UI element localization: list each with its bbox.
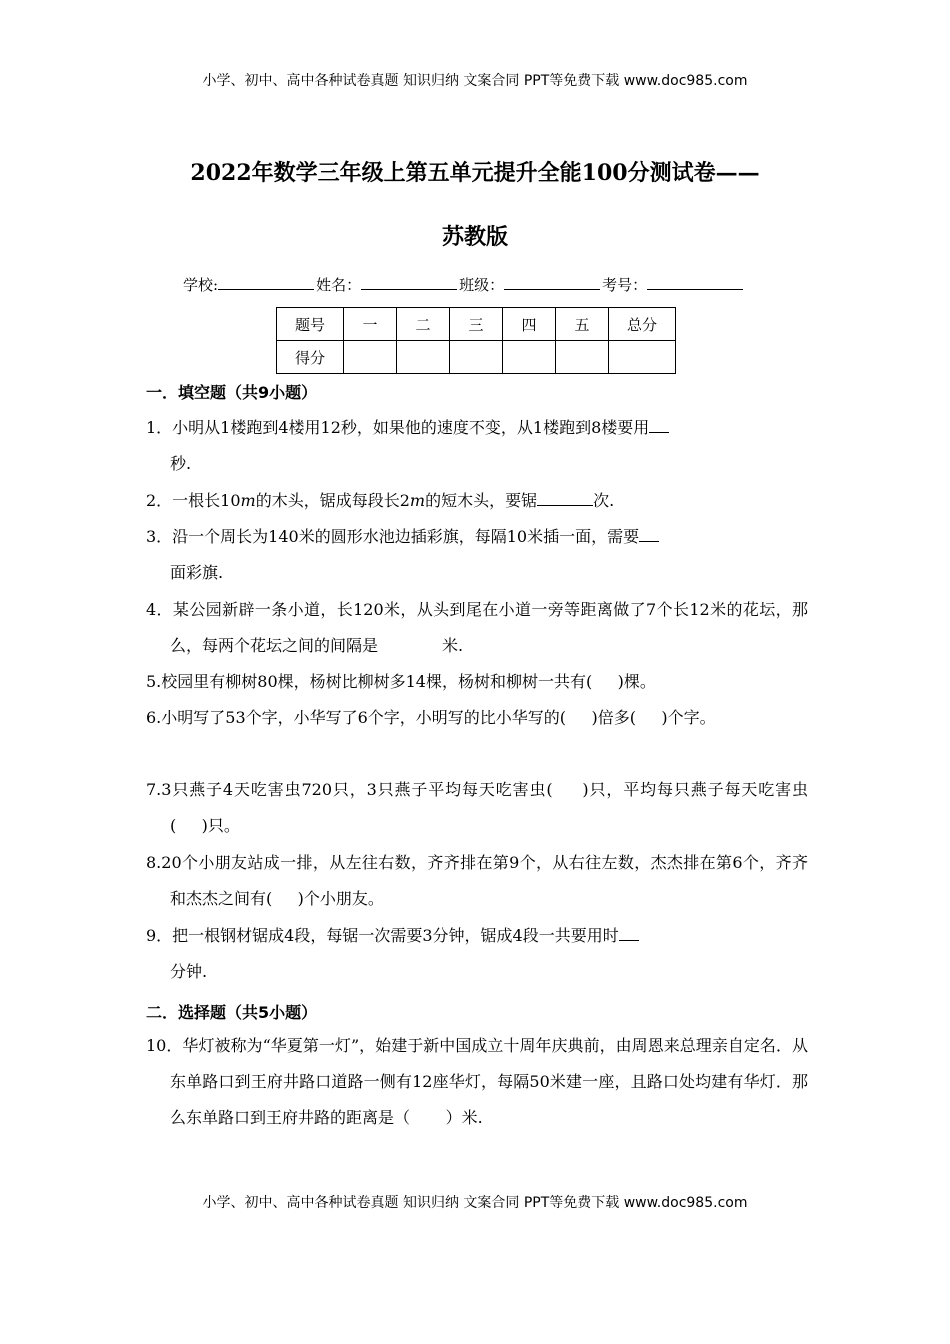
question-3 xyxy=(146,519,808,591)
score-table-score-row xyxy=(277,341,676,374)
answer-blank[interactable] xyxy=(537,489,593,506)
question-3-text: 3．沿一个周长为140米的圆形水池边插彩旗，每隔10米插一面，需要 xyxy=(146,527,640,546)
unit-m: m xyxy=(409,491,426,510)
score-cell[interactable] xyxy=(344,341,397,374)
score-cell[interactable] xyxy=(503,341,556,374)
page-footer: 小学、初中、高中各种试卷真题 知识归纳 文案合同 PPT等免费下载 www.doc985.com xyxy=(202,1195,748,1211)
page-subtitle: 苏教版 xyxy=(441,224,508,250)
answer-blank[interactable] xyxy=(619,924,639,941)
school-label: 学校: xyxy=(183,276,219,294)
class-blank[interactable] xyxy=(504,275,600,290)
class-label: 班级： xyxy=(459,276,505,294)
question-2-tail: 次. xyxy=(593,491,615,510)
name-blank[interactable] xyxy=(361,275,457,290)
id-blank[interactable] xyxy=(647,275,743,290)
question-2-text: 的木头，锯成每段长2 xyxy=(255,491,410,510)
answer-blank[interactable] xyxy=(649,416,669,433)
score-cell[interactable] xyxy=(609,341,676,374)
page-header: 小学、初中、高中各种试卷真题 知识归纳 文案合同 PPT等免费下载 www.doc985.com xyxy=(202,73,748,89)
score-cell[interactable] xyxy=(556,341,609,374)
question-1 xyxy=(146,410,808,482)
question-10: 10．华灯被称为“华夏第一灯”，始建于新中国成立十周年庆典前，由周恩来总理亲自定名．从东单路口到王府井路口道路一侧有12座华灯，每隔50米建一座，且路口处均建有华灯．那么东单路口到王府井路的距离是（ ）米. xyxy=(146,1036,808,1127)
score-header-cell: 二 xyxy=(397,308,450,341)
question-3-tail: 面彩旗. xyxy=(170,563,224,582)
score-header-cell: 三 xyxy=(450,308,503,341)
score-cell[interactable] xyxy=(450,341,503,374)
question-4-tail: 米. xyxy=(442,636,464,655)
name-label: 姓名： xyxy=(316,276,362,294)
question-5: 5.校园里有柳树80棵，杨树比柳树多14棵，杨树和柳树一共有( )棵。 xyxy=(146,672,656,691)
question-2 xyxy=(146,483,808,519)
score-header-cell: 四 xyxy=(503,308,556,341)
question-4-text: 4．某公园新辟一条小道，长120米，从头到尾在小道一旁等距离做了7个长12米的花坛，那么，每两个花坛之间的间隔是 xyxy=(146,600,808,655)
question-4 xyxy=(146,592,808,664)
question-9 xyxy=(146,918,808,990)
question-1-tail: 秒. xyxy=(170,454,192,473)
question-1-text: 1．小明从1楼跑到4楼用12秒，如果他的速度不变，从1楼跑到8楼要用 xyxy=(146,418,650,437)
question-2-text: 的短木头，要锯 xyxy=(425,491,538,510)
score-header-cell: 五 xyxy=(556,308,609,341)
question-6: 6.小明写了53个字，小华写了6个字，小明写的比小华写的( )倍多( )个字。 xyxy=(146,708,716,727)
student-info-line xyxy=(183,274,745,295)
question-7: 7.3只燕子4天吃害虫720只，3只燕子平均每天吃害虫( )只，平均每只燕子每天吃害虫( )只。 xyxy=(146,780,808,835)
answer-blank[interactable] xyxy=(639,525,659,542)
school-blank[interactable] xyxy=(218,275,314,290)
question-9-text: 9．把一根钢材锯成4段，每锯一次需要3分钟，锯成4段一共要用时 xyxy=(146,926,619,945)
section-heading-fill-blank: 一．填空题（共9小题） xyxy=(146,383,318,402)
score-header-cell: 一 xyxy=(344,308,397,341)
score-header-cell: 总分 xyxy=(609,308,676,341)
unit-m: m xyxy=(240,491,256,510)
score-cell[interactable] xyxy=(397,341,450,374)
section-heading-multiple-choice: 二．选择题（共5小题） xyxy=(146,1003,318,1022)
id-label: 考号： xyxy=(602,276,648,294)
question-8: 8.20个小朋友站成一排，从左往右数，齐齐排在第9个，从右往左数，杰杰排在第6个，齐齐和杰杰之间有( )个小朋友。 xyxy=(146,853,808,908)
score-table-header-row xyxy=(277,308,676,341)
score-table xyxy=(276,307,676,374)
score-header-cell: 题号 xyxy=(277,308,344,341)
question-2-text: 2．一根长10 xyxy=(146,491,241,510)
score-row-label: 得分 xyxy=(277,341,344,374)
question-9-tail: 分钟. xyxy=(170,962,208,981)
page-title: 2022年数学三年级上第五单元提升全能100分测试卷—— xyxy=(190,160,760,186)
